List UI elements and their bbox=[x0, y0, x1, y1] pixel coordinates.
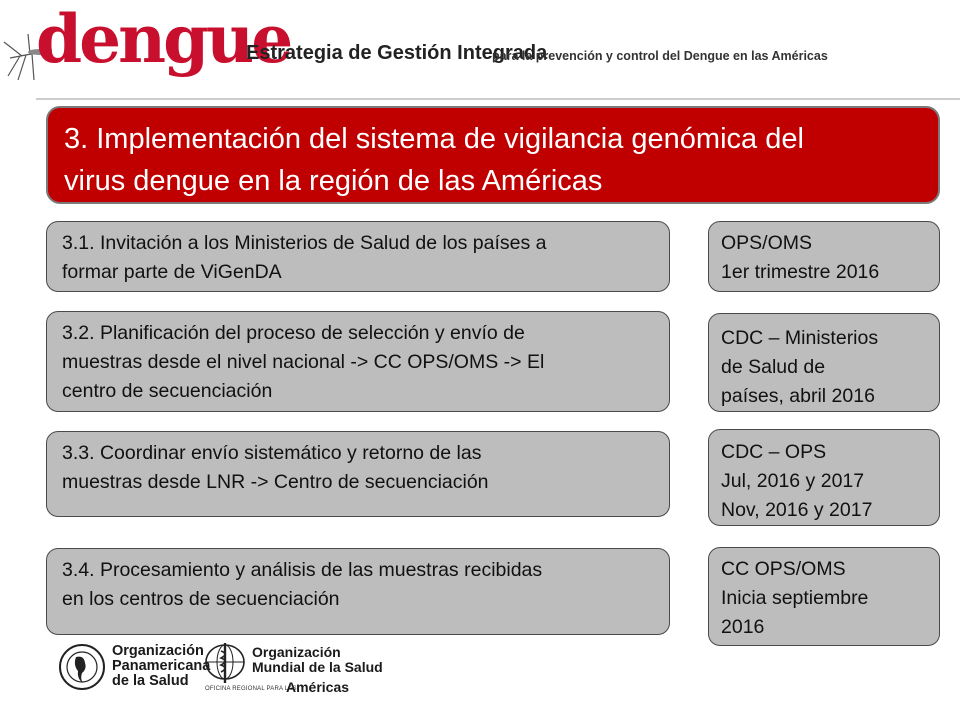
task-box-3-2 bbox=[46, 311, 670, 412]
task-line: 3.1. Invitación a los Ministerios de Salud de los países a bbox=[62, 232, 547, 254]
banner-line-2: virus dengue en la región de las Américas bbox=[64, 165, 603, 197]
dengue-logo-text: dengue bbox=[36, 0, 291, 78]
responsible-box-3-4 bbox=[708, 547, 940, 646]
responsible-line: CC OPS/OMS bbox=[721, 558, 846, 580]
paho-name bbox=[112, 644, 210, 689]
responsible-line: Nov, 2016 y 2017 bbox=[721, 499, 873, 521]
task-line: formar parte de ViGenDA bbox=[62, 261, 282, 283]
strategy-title: Estrategia de Gestión Integrada bbox=[246, 42, 548, 64]
responsible-line: CDC – Ministerios bbox=[721, 327, 879, 349]
who-office-label: OFICINA REGIONAL PARA LAS bbox=[205, 686, 297, 692]
who-region-label: Américas bbox=[286, 679, 350, 695]
banner-line-1: 3. Implementación del sistema de vigilancia genómica del bbox=[64, 123, 804, 155]
task-line: 3.3. Coordinar envío sistemático y retorno de las bbox=[62, 442, 482, 464]
task-line: en los centros de secuenciación bbox=[62, 588, 340, 610]
paho-emblem-icon bbox=[58, 643, 106, 691]
task-line: 3.4. Procesamiento y análisis de las muestras recibidas bbox=[62, 559, 543, 581]
who-line: Mundial de la Salud bbox=[252, 659, 383, 675]
responsible-line: Inicia septiembre bbox=[721, 587, 869, 609]
responsible-line: 1er trimestre 2016 bbox=[721, 261, 880, 283]
responsible-line: CDC – OPS bbox=[721, 441, 827, 463]
responsible-line: Jul, 2016 y 2017 bbox=[721, 470, 865, 492]
section-title-banner bbox=[46, 106, 940, 204]
responsible-box-3-3 bbox=[708, 429, 940, 526]
task-line: muestras desde el nivel nacional -> CC OPS/OMS -> El bbox=[62, 351, 545, 373]
responsible-line: países, abril 2016 bbox=[721, 385, 875, 407]
task-line: 3.2. Planificación del proceso de selección y envío de bbox=[62, 322, 525, 344]
responsible-line: 2016 bbox=[721, 616, 765, 638]
task-line: centro de secuenciación bbox=[62, 380, 273, 402]
responsible-box-3-1 bbox=[708, 221, 940, 292]
task-box-3-3 bbox=[46, 431, 670, 517]
who-emblem-icon bbox=[202, 641, 248, 685]
responsible-box-3-2 bbox=[708, 313, 940, 412]
task-box-3-4 bbox=[46, 548, 670, 635]
paho-line: Organización bbox=[112, 643, 204, 659]
paho-line: de la Salud bbox=[112, 673, 189, 689]
task-box-3-1 bbox=[46, 221, 670, 292]
responsible-line: OPS/OMS bbox=[721, 232, 813, 254]
task-line: muestras desde LNR -> Centro de secuenciación bbox=[62, 471, 489, 493]
who-line: Organización bbox=[252, 644, 341, 660]
responsible-line: de Salud de bbox=[721, 356, 826, 378]
strategy-subtitle: para la prevención y control del Dengue en las Américas bbox=[492, 49, 828, 63]
who-name bbox=[252, 645, 383, 675]
header-divider bbox=[36, 98, 960, 100]
paho-line: Panamericana bbox=[112, 658, 211, 674]
